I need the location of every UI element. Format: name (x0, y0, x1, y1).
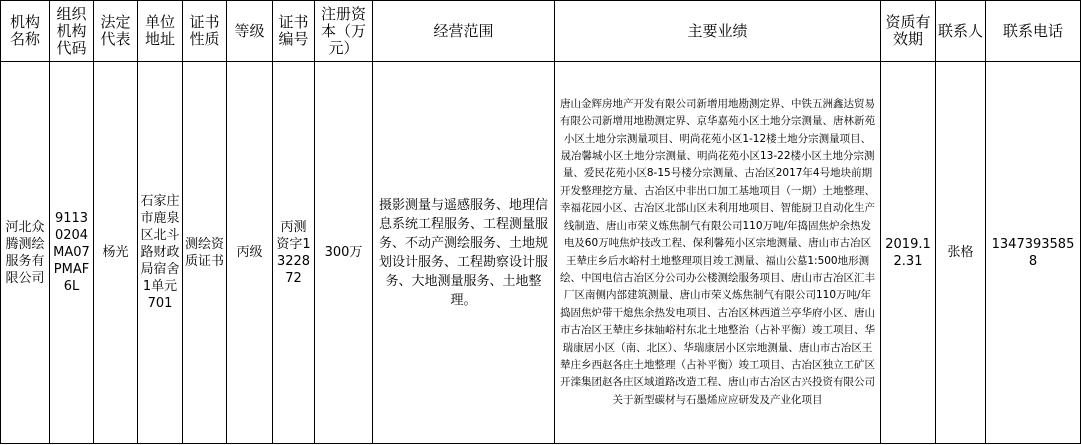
header-scope: 经营范围 (373, 1, 555, 62)
cell-phone: 13473935858 (986, 62, 1081, 444)
header-address: 单位地址 (138, 1, 183, 62)
cell-address: 石家庄市鹿泉区北斗路财政局宿舍1单元701 (138, 62, 183, 444)
cell-org-code: 91130204MA07PMAF6L (50, 62, 94, 444)
table-row (1, 62, 1081, 444)
header-org-name: 机构名称 (1, 1, 50, 62)
cell-cert-type: 测绘资质证书 (183, 62, 227, 444)
cell-capital: 300万 (315, 62, 373, 444)
header-valid-until: 资质有效期 (881, 1, 936, 62)
cell-valid-until: 2019.12.31 (881, 62, 936, 444)
cell-org-name: 河北众腾测绘服务有限公司 (1, 62, 50, 444)
header-cert-type: 证书性质 (183, 1, 227, 62)
header-contact: 联系人 (936, 1, 986, 62)
header-row (1, 1, 1081, 62)
cell-contact: 张格 (936, 62, 986, 444)
cell-grade: 丙级 (227, 62, 273, 444)
cell-scope: 摄影测量与遥感服务、地理信息系统工程服务、工程测量服务、不动产测绘服务、土地规划设计服务、工程勘察设计服务、大地测量服务、土地整理。 (373, 62, 555, 444)
header-legal-rep: 法定代表 (94, 1, 138, 62)
header-phone: 联系电话 (986, 1, 1081, 62)
cell-legal-rep: 杨光 (94, 62, 138, 444)
header-performance: 主要业绩 (555, 1, 881, 62)
header-grade: 等级 (227, 1, 273, 62)
cell-cert-no: 丙测资字1322872 (273, 62, 315, 444)
header-capital: 注册资本（万元） (315, 1, 373, 62)
header-cert-no: 证书编号 (273, 1, 315, 62)
cell-performance: 唐山金辉房地产开发有限公司新增用地勘测定界、中铁五洲鑫达贸易有限公司新增用地勘测定界、京华嘉苑小区土地分宗测量、唐林新苑小区土地分宗测量项目、明尚花苑小区1-12楼土地分宗测量项目、晟冶馨城小区土地分宗测量、明尚花苑小区13-22楼小区土地分宗测量、爱民花苑小区8-15号楼分宗测量、古冶区2017年4号地块前期开发整理挖方量、古冶区中非出口加工基地项目（一期）土地整理、幸福花园小区、古冶区北部山区未利用地项目、智能厨卫自动化生产线制造、唐山市荣义炼焦制气有限公司110万吨/年捣固焦炉余热发电及60万吨焦炉技改工程、保利馨苑小区宗地测量、唐山市古冶区王辇庄乡后水峪村土地整理项目竣工测量、福山公墓1:500地形测绘、中国电信古冶区分公司办公楼测绘服务项目、唐山市古冶区汇丰厂区南侧内部建筑测量、唐山市荣义炼焦制气有限公司110万吨/年捣固焦炉带干熄焦余热发电项目、古冶区林西道兰亭华府小区、唐山市古冶区王辇庄乡抹轴峪村东北土地整治（占补平衡）竣工项目、华瑞康居小区（南、北区）、华瑞康居小区宗地测量、唐山市古冶区王辇庄乡西赵各庄土地整理（占补平衡）竣工项目、古冶区独立工矿区开滦集团赵各庄区域道路改造工程、唐山市古冶区古兴投资有限公司关于新型碳材与石墨烯应应研发及产业化项目 (555, 62, 881, 444)
header-org-code: 组织机构代码 (50, 1, 94, 62)
